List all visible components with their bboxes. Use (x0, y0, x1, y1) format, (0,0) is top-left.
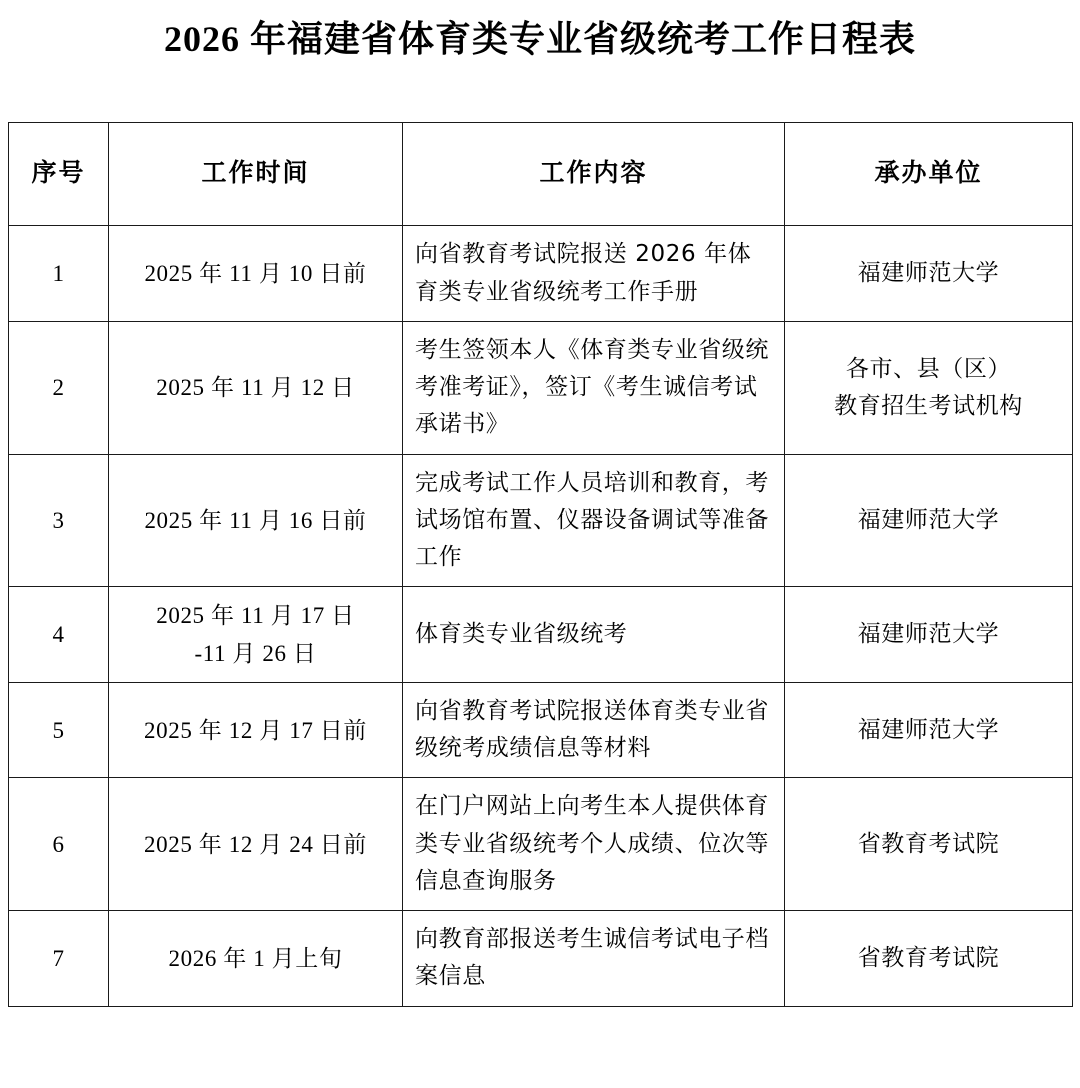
cell-unit-line: 省教育考试院 (857, 830, 1000, 857)
cell-no: 3 (9, 454, 109, 587)
cell-time (109, 778, 403, 911)
cell-time-line: -11 月 26 日 (194, 640, 317, 666)
cell-time-line: 2025 年 11 月 12 日 (156, 375, 355, 401)
cell-time (109, 226, 403, 322)
cell-task: 考生签领本人《体育类专业省级统考准考证》，签订《考生诚信考试承诺书》 (403, 321, 785, 454)
cell-unit (785, 587, 1073, 683)
cell-time (109, 321, 403, 454)
table-row (9, 911, 1073, 1007)
cell-unit (785, 778, 1073, 911)
schedule-table-container (8, 122, 1072, 1006)
cell-task: 向教育部报送考生诚信考试电子档案信息 (403, 911, 785, 1007)
cell-unit (785, 226, 1073, 322)
cell-time (109, 454, 403, 587)
cell-time-line: 2025 年 12 月 17 日前 (144, 717, 367, 743)
cell-time-line: 2025 年 11 月 16 日前 (144, 507, 367, 533)
cell-task: 在门户网站上向考生本人提供体育类专业省级统考个人成绩、位次等信息查询服务 (403, 778, 785, 911)
table-header (9, 123, 1073, 226)
cell-task: 向省教育考试院报送体育类专业省级统考成绩信息等材料 (403, 682, 785, 778)
cell-no: 6 (9, 778, 109, 911)
cell-unit-line: 福建师范大学 (857, 260, 1000, 287)
table-header-row (9, 123, 1073, 226)
cell-time-line: 2025 年 12 月 24 日前 (144, 831, 367, 857)
cell-unit-line: 教育招生考试机构 (834, 392, 1023, 419)
cell-unit-line: 各市、县（区） (845, 355, 1012, 382)
cell-time (109, 682, 403, 778)
cell-unit-line: 福建师范大学 (857, 716, 1000, 743)
document-page (0, 14, 1080, 1007)
cell-time-line: 2025 年 11 月 10 日前 (144, 261, 367, 287)
column-header-task: 工作内容 (403, 123, 785, 226)
column-header-unit: 承办单位 (785, 123, 1073, 226)
page-title: 2026 年福建省体育类专业省级统考工作日程表 (163, 19, 916, 59)
cell-time-line: 2026 年 1 月上旬 (168, 945, 343, 971)
column-header-time: 工作时间 (109, 123, 403, 226)
schedule-table (8, 122, 1073, 1006)
cell-unit-line: 福建师范大学 (857, 506, 1000, 533)
table-row (9, 226, 1073, 322)
cell-time-line: 2025 年 11 月 17 日 (156, 603, 355, 629)
cell-task: 体育类专业省级统考 (403, 587, 785, 683)
table-row (9, 778, 1073, 911)
column-header-no: 序号 (9, 123, 109, 226)
cell-unit-line: 省教育考试院 (857, 944, 1000, 971)
cell-no: 7 (9, 911, 109, 1007)
cell-unit-line: 福建师范大学 (857, 621, 1000, 648)
table-body (9, 226, 1073, 1006)
cell-unit (785, 682, 1073, 778)
cell-time (109, 587, 403, 683)
cell-no: 4 (9, 587, 109, 683)
table-row (9, 321, 1073, 454)
cell-unit (785, 321, 1073, 454)
table-row (9, 454, 1073, 587)
cell-task: 向省教育考试院报送 2026 年体育类专业省级统考工作手册 (403, 226, 785, 322)
cell-unit (785, 911, 1073, 1007)
cell-no: 2 (9, 321, 109, 454)
cell-unit (785, 454, 1073, 587)
cell-time (109, 911, 403, 1007)
cell-no: 5 (9, 682, 109, 778)
cell-no: 1 (9, 226, 109, 322)
table-row (9, 682, 1073, 778)
cell-task: 完成考试工作人员培训和教育，考试场馆布置、仪器设备调试等准备工作 (403, 454, 785, 587)
table-row (9, 587, 1073, 683)
